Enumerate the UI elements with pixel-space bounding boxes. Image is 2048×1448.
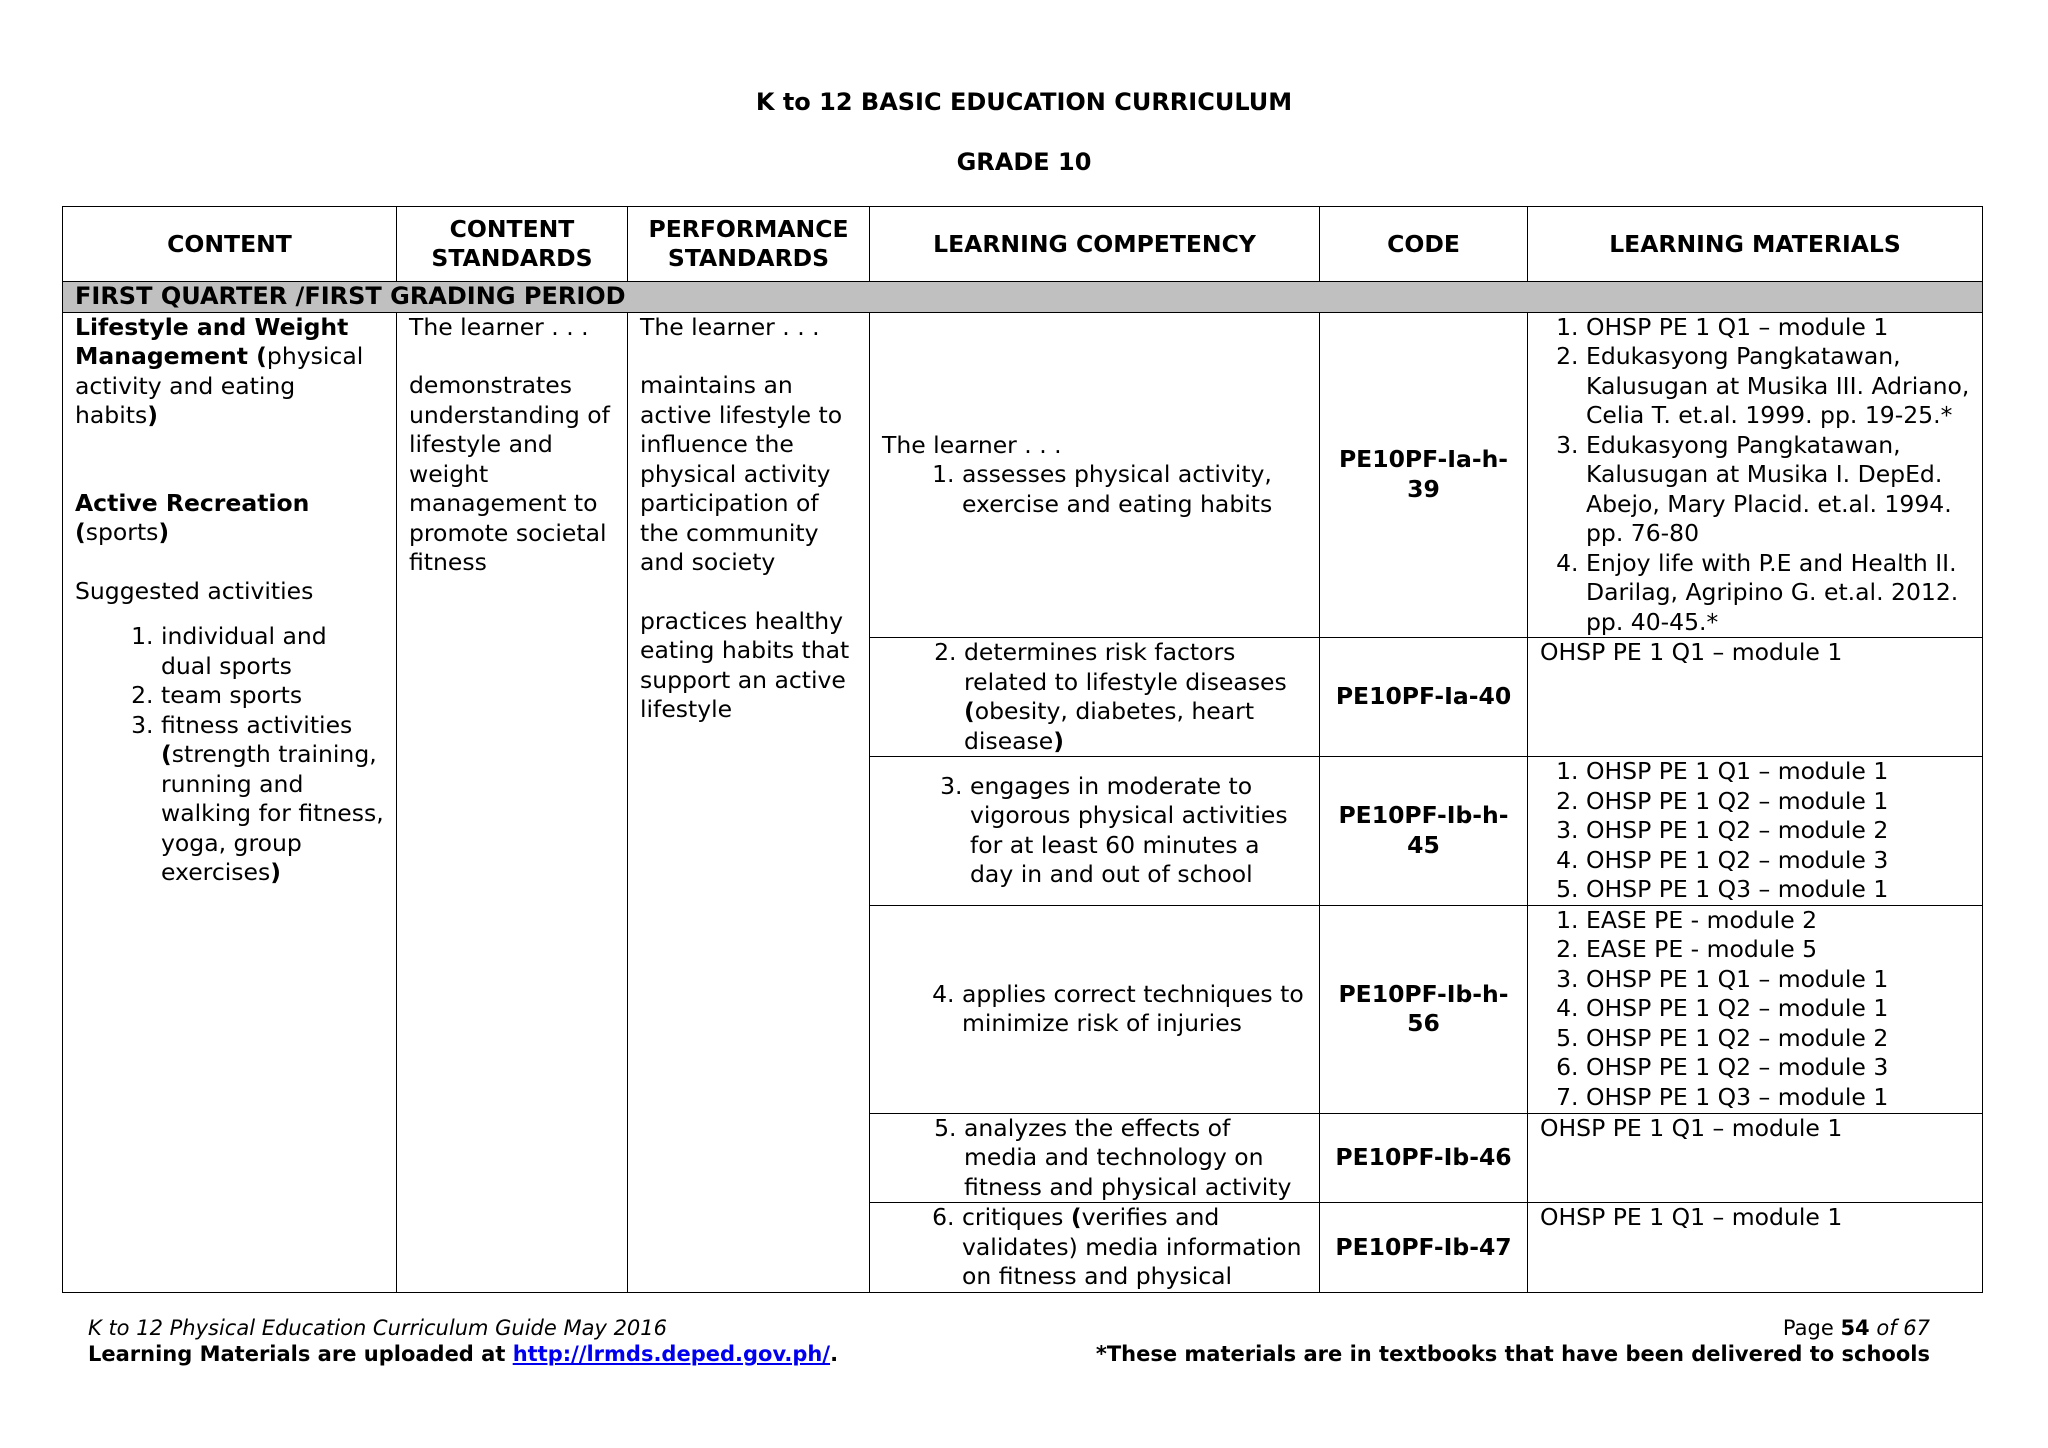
list-item: 3. Edukasyong Pangkatawan, Kalusugan at Musika I. DepEd. Abejo, Mary Placid. et.al. 1994. pp. 76-80: [1586, 431, 1970, 549]
list-item: 4. Enjoy life with P.E and Health II. Darilag, Agripino G. et.al. 2012. pp. 40-45.*: [1586, 549, 1970, 638]
lrmds-link[interactable]: http://lrmds.deped.gov.ph/: [512, 1342, 831, 1366]
list-item: 3. engages in moderate to vigorous physical activities for at least 60 minutes a day in and out of school: [970, 772, 1307, 890]
code-cell: PE10PF-Ia-h-39: [1320, 312, 1528, 638]
competency-cell: [870, 1203, 1320, 1293]
learner-lead: The learner . . .: [882, 430, 1062, 459]
competency-list: [882, 772, 1307, 890]
list-item: 2. determines risk factors related to lifestyle diseases (obesity, diabetes, heart disease): [964, 638, 1307, 756]
competency-list: [882, 1203, 1307, 1292]
materials-list: [1540, 906, 1970, 1113]
list-item: 1. EASE PE - module 2: [1586, 906, 1970, 936]
materials-cell: [1528, 757, 1983, 906]
materials-cell: OHSP PE 1 Q1 – module 1: [1528, 638, 1983, 757]
content-standards-cell: [397, 312, 628, 1292]
list-item: 1. OHSP PE 1 Q1 – module 1: [1586, 313, 1970, 343]
content-standard-text: demonstrates understanding of lifestyle and weight management to promote societal fitness: [409, 371, 610, 576]
competency-cell: [870, 1113, 1320, 1203]
list-item: 1. OHSP PE 1 Q1 – module 1: [1586, 757, 1970, 787]
header-performance-standards: PERFORMANCE STANDARDS: [628, 207, 870, 282]
materials-cell: OHSP PE 1 Q1 – module 1: [1528, 1113, 1983, 1203]
header-learning-materials: LEARNING MATERIALS: [1528, 207, 1983, 282]
quarter-label: FIRST QUARTER /FIRST GRADING PERIOD: [63, 282, 1983, 313]
list-item: 7. OHSP PE 1 Q3 – module 1: [1586, 1083, 1970, 1113]
competency-cell: [870, 757, 1320, 906]
list-item: 2. EASE PE - module 5: [1586, 935, 1970, 965]
list-item: 4. OHSP PE 1 Q2 – module 3: [1586, 846, 1970, 876]
code-cell: PE10PF-Ia-40: [1320, 638, 1528, 757]
header-row: [63, 207, 1983, 282]
materials-cell: [1528, 905, 1983, 1113]
learner-lead: The learner . . .: [640, 312, 820, 341]
table-row: [63, 312, 1983, 638]
footer-textbook-note: *These materials are in textbooks that have been delivered to schools: [1095, 1342, 1930, 1366]
list-item: 3. fitness activities (strength training, running and walking for fitness, yoga, group exercises): [161, 711, 384, 888]
list-item: 4. applies correct techniques to minimize risk of injuries: [962, 980, 1307, 1039]
list-item: 5. OHSP PE 1 Q2 – module 2: [1586, 1024, 1970, 1054]
document-title: K to 12 BASIC EDUCATION CURRICULUM: [755, 88, 1293, 116]
materials-list: [1540, 313, 1970, 638]
competency-list: [882, 460, 1307, 519]
grade-heading: GRADE 10: [956, 148, 1092, 176]
activities-list: [75, 622, 384, 888]
curriculum-table: [62, 206, 1983, 1293]
code-cell: PE10PF-Ib-h-45: [1320, 757, 1528, 906]
competency-cell: [870, 638, 1320, 757]
list-item: 1. assesses physical activity, exercise and eating habits: [962, 460, 1307, 519]
performance-standards-cell: [628, 312, 870, 1292]
header-learning-competency: LEARNING COMPETENCY: [870, 207, 1320, 282]
list-item: 3. OHSP PE 1 Q1 – module 1: [1586, 965, 1970, 995]
list-item: 2. OHSP PE 1 Q2 – module 1: [1586, 787, 1970, 817]
competency-cell: [870, 312, 1320, 638]
quarter-row: [63, 282, 1983, 313]
suggested-activities-label: Suggested activities: [75, 576, 314, 605]
list-item: 2. Edukasyong Pangkatawan, Kalusugan at Musika III. Adriano, Celia T. et.al. 1999. pp. 19-25.*: [1586, 342, 1970, 431]
competency-list: [882, 980, 1307, 1039]
competency-cell: [870, 905, 1320, 1113]
competency-list: [882, 638, 1307, 756]
list-item: 1. individual and dual sports: [161, 622, 384, 681]
code-cell: PE10PF-Ib-47: [1320, 1203, 1528, 1293]
materials-list: [1540, 757, 1970, 905]
list-item: 5. OHSP PE 1 Q3 – module 1: [1586, 875, 1970, 905]
performance-standard-text: maintains an active lifestyle to influence the physical activity participation of the community and society: [640, 371, 843, 576]
materials-cell: [1528, 312, 1983, 638]
footer-upload-note: Learning Materials are uploaded at http://lrmds.deped.gov.ph/.: [88, 1342, 839, 1366]
list-item: 2. team sports: [161, 681, 384, 711]
header-content-standards: CONTENT STANDARDS: [397, 207, 628, 282]
footer-guide: K to 12 Physical Education Curriculum Guide May 2016: [88, 1316, 668, 1340]
competency-list: [882, 1114, 1307, 1203]
header-code: CODE: [1320, 207, 1528, 282]
header-content: CONTENT: [63, 207, 397, 282]
code-cell: PE10PF-Ib-46: [1320, 1113, 1528, 1203]
list-item: 6. critiques (verifies and validates) media information on fitness and physical: [962, 1203, 1307, 1292]
list-item: 6. OHSP PE 1 Q2 – module 3: [1586, 1053, 1970, 1083]
learner-lead: The learner . . .: [409, 312, 589, 341]
performance-standard-text: practices healthy eating habits that support an active lifestyle: [640, 606, 850, 723]
list-item: 4. OHSP PE 1 Q2 – module 1: [1586, 994, 1970, 1024]
code-cell: PE10PF-Ib-h-56: [1320, 905, 1528, 1113]
materials-cell: OHSP PE 1 Q1 – module 1: [1528, 1203, 1983, 1293]
page-number: Page 54 of 67: [1782, 1316, 1930, 1340]
topic-lifestyle: Lifestyle and Weight Management (physical activity and eating habits): [75, 312, 364, 429]
content-cell: [63, 312, 397, 1292]
list-item: 5. analyzes the effects of media and technology on fitness and physical activity: [964, 1114, 1307, 1203]
topic-active-recreation: Active Recreation (sports): [75, 488, 310, 546]
list-item: 3. OHSP PE 1 Q2 – module 2: [1586, 816, 1970, 846]
